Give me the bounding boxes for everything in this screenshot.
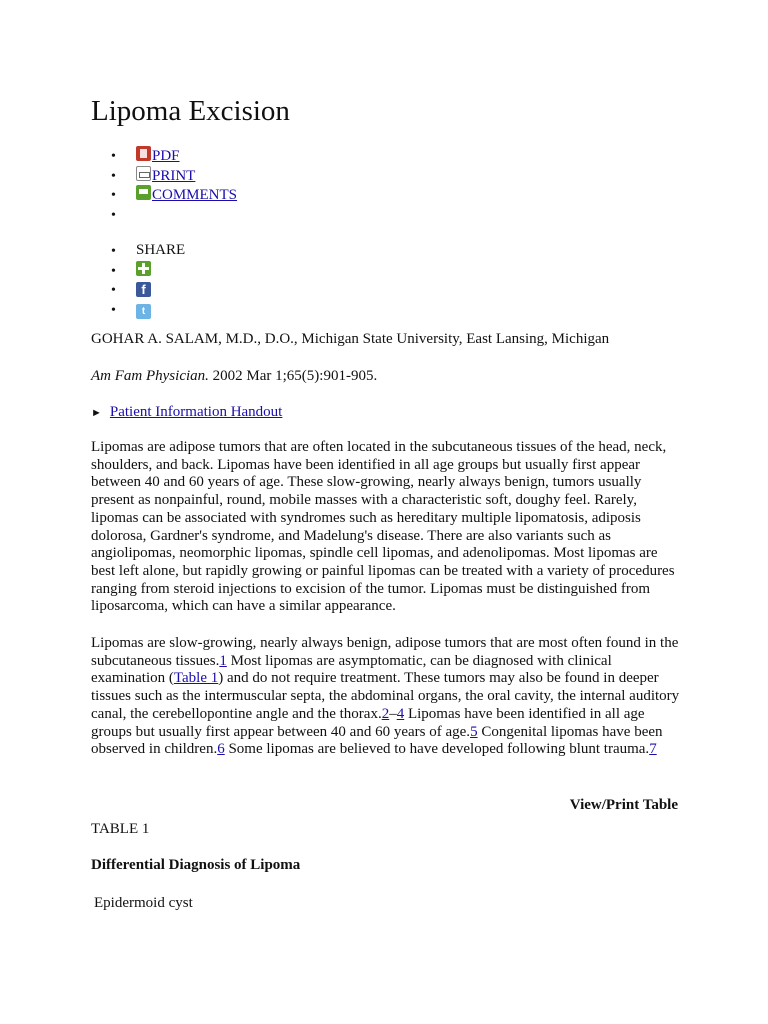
facebook-icon[interactable]: f <box>136 282 151 297</box>
reference-link-4[interactable]: 4 <box>396 705 405 722</box>
table-1-link[interactable]: Table 1 <box>173 670 219 687</box>
citation <box>91 367 377 385</box>
range-dash: – <box>389 705 397 722</box>
share-plus[interactable] <box>91 261 185 281</box>
pdf-link[interactable]: PDF <box>152 148 180 164</box>
action-print[interactable] <box>91 166 237 186</box>
body-text: Some lipomas are believed to have developed following blunt trauma. <box>224 741 650 758</box>
share-list <box>91 241 185 319</box>
journal-name: Am Fam Physician. <box>91 368 209 384</box>
reference-link-5[interactable]: 5 <box>470 723 478 740</box>
table-cell: Epidermoid cyst <box>94 895 193 911</box>
comments-icon[interactable] <box>136 185 151 200</box>
share-label: • SHARE <box>91 241 185 261</box>
reference-link-2[interactable]: 2 <box>381 705 390 722</box>
body-text: ) and do not require treatment. These tumors may also be found in deeper tissues such as the intermuscular septa, the abdominal organs, the oral cavity, the internal auditory canal, the cerebellopontine angle and the thorax. <box>91 670 680 722</box>
author-line: GOHAR A. SALAM, M.D., D.O., Michigan State University, East Lansing, Michigan <box>91 331 610 347</box>
abstract-paragraph: Lipomas are adipose tumors that are often located in the subcutaneous tissues of the head, neck, shoulders, and back. Lipomas have been identified in all age groups but usually first appear between 40 and 60 years of age. These slow-growing, nearly always benign, tumors usually present as nonpainful, round, mobile masses with a characteristic soft, doughy feel. Rarely, lipomas can be associated with syndromes such as hereditary multiple lipomatosis, adiposis dolorosa, Gardner's syndrome, and Madelung's disease. There are also variants such as angiolipomas, neomorphic lipomas, spindle cell lipomas, and adenolipomas. Most lipomas are best left alone, but rapidly growing or painful lipomas can be treated with a variety of procedures ranging from steroid injections to excision of the tumor. Lipomas must be distinguished from liposarcoma, which can have a similar appearance. <box>91 439 675 615</box>
action-empty <box>91 205 237 225</box>
plus-share-icon[interactable] <box>136 261 151 276</box>
article-actions <box>91 146 237 224</box>
citation-details: 2002 Mar 1;65(5):901-905. <box>208 368 378 384</box>
expand-triangle-icon[interactable]: ► <box>91 407 102 419</box>
table-title: Differential Diagnosis of Lipoma <box>91 857 301 873</box>
patient-handout-link[interactable]: Patient Information Handout <box>109 404 283 420</box>
share-facebook[interactable] <box>91 280 185 300</box>
handout-line <box>91 403 282 422</box>
table-label: TABLE 1 <box>91 821 150 837</box>
print-link[interactable]: PRINT <box>152 167 196 184</box>
comments-link[interactable]: COMMENTS <box>152 187 238 203</box>
share-twitter[interactable] <box>91 300 185 320</box>
twitter-icon[interactable]: t <box>136 304 151 319</box>
reference-link-1[interactable]: 1 <box>219 652 227 669</box>
pdf-icon[interactable] <box>136 146 151 161</box>
print-icon[interactable] <box>136 166 151 181</box>
action-pdf[interactable] <box>91 146 237 166</box>
body-text: Most lipomas are asymptomatic, can be diagnosed with clinical examination ( <box>91 652 612 687</box>
body-paragraph <box>91 635 681 759</box>
action-comments[interactable] <box>91 185 237 205</box>
reference-link-6[interactable]: 6 <box>217 741 225 758</box>
body-text: Congenital lipomas have been observed in children. <box>91 723 663 758</box>
view-print-table-button[interactable]: View/Print Table <box>569 797 678 813</box>
page-title: Lipoma Excision <box>91 95 290 127</box>
body-text: Lipomas are slow-growing, nearly always benign, adipose tumors that are most often found in the subcutaneous tissues. <box>91 635 679 669</box>
body-text: Lipomas have been identified in all age groups but usually first appear between 40 and 60 years of age. <box>91 705 645 740</box>
reference-link-7[interactable]: 7 <box>649 741 657 758</box>
